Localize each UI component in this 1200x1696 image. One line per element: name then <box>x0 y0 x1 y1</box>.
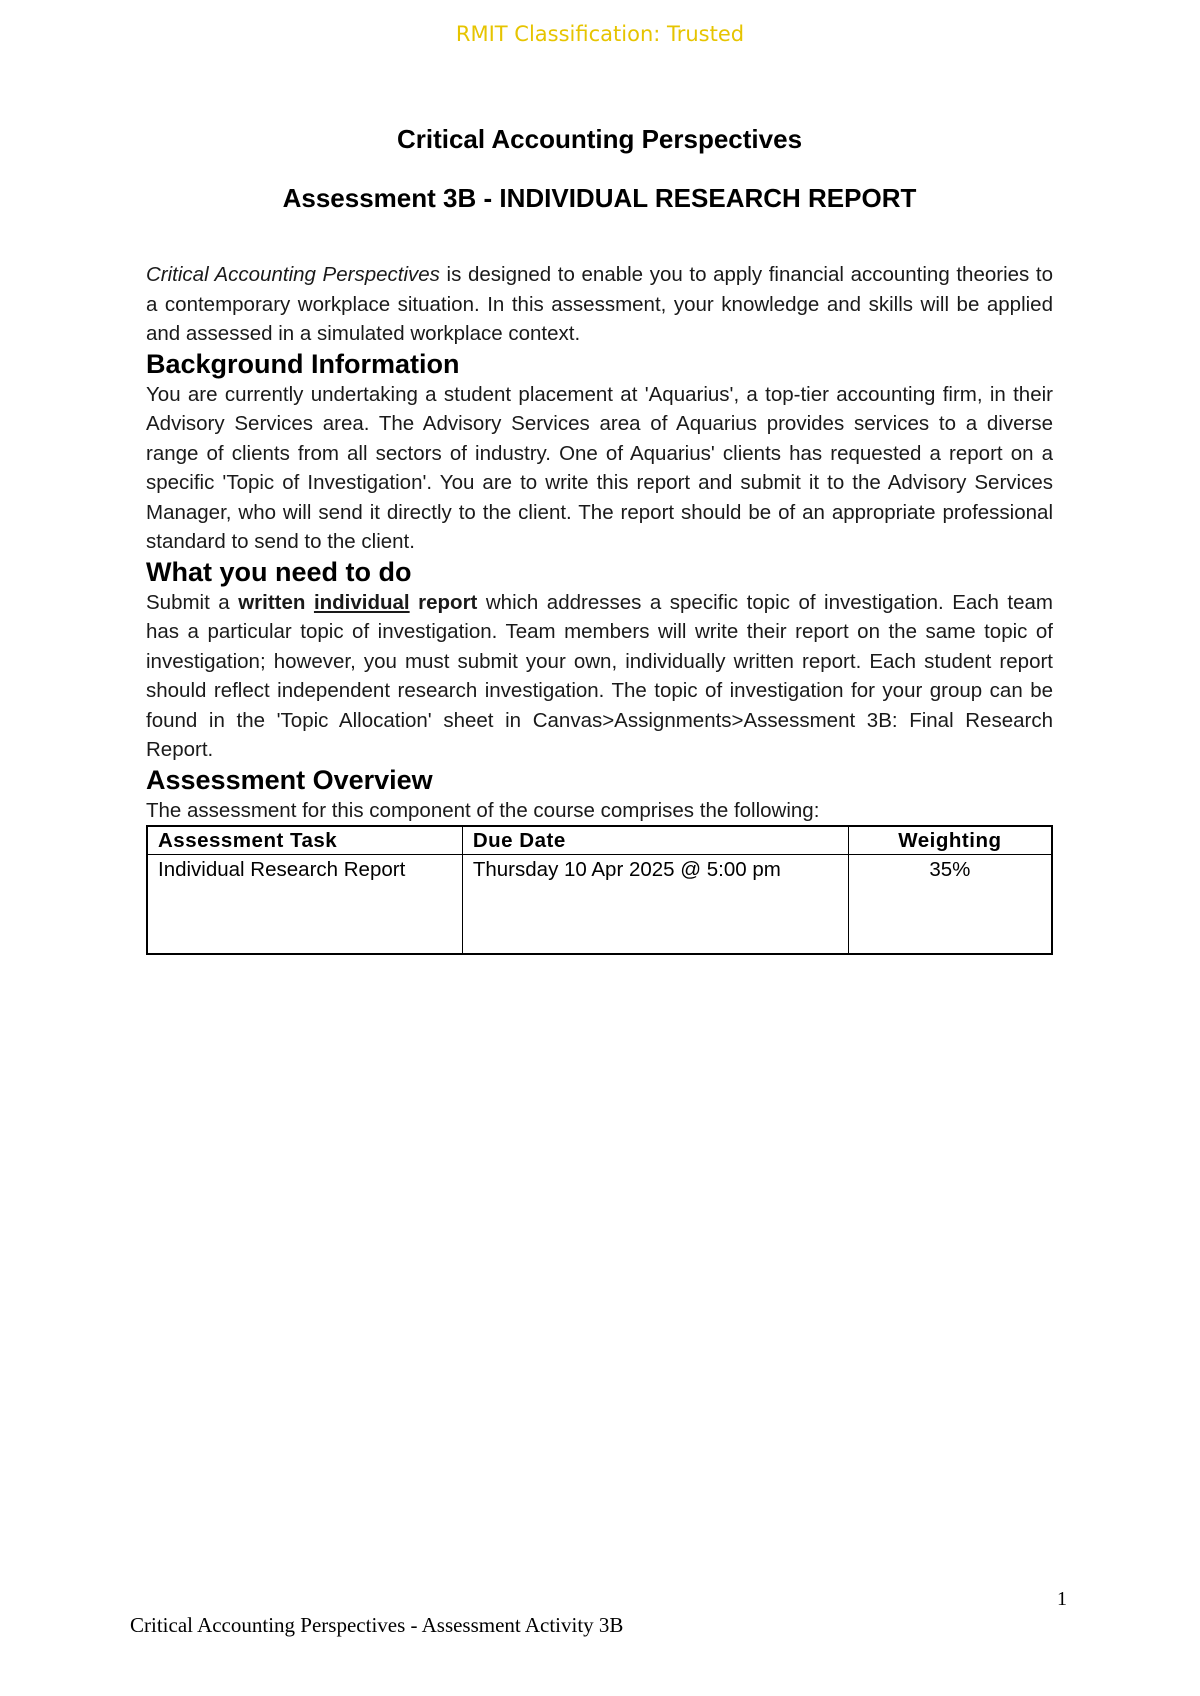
document-body <box>146 124 1053 955</box>
todo-lead: Submit a <box>146 590 239 614</box>
document-subtitle: Assessment 3B - INDIVIDUAL RESEARCH REPORT <box>282 183 917 213</box>
cell-assessment-task: Individual Research Report <box>147 855 462 955</box>
intro-text: is designed to enable you to apply financial accounting theories to a contemporary workplace situation. In this assessment, your knowledge and skills will be applied and assessed in a simulated workplace context. <box>146 263 1053 345</box>
table-row <box>147 855 1052 955</box>
todo-bold-report: report <box>418 590 478 614</box>
todo-paragraph <box>146 588 1053 765</box>
todo-space-1 <box>305 591 314 614</box>
overview-paragraph: The assessment for this component of the course comprises the following: <box>146 798 820 822</box>
classification-label: RMIT Classification: Trusted <box>455 22 745 46</box>
todo-space-2 <box>410 591 419 614</box>
page-footer: Critical Accounting Perspectives - Assessment Activity 3B <box>130 1613 624 1637</box>
intro-italic-lead: Critical Accounting Perspectives <box>146 263 440 286</box>
todo-heading: What you need to do <box>146 556 412 587</box>
background-heading: Background Information <box>146 348 460 379</box>
header-due-date: Due Date <box>462 826 848 855</box>
background-paragraph: You are currently undertaking a student placement at 'Aquarius', a top-tier accounting firm, in their Advisory Services area. The Advisory Services area of Aquarius provides services to a diverse range of clients from all sectors of industry. One of Aquarius' clients has requested a report on a specific 'Topic of Investigation'. You are to write this report and submit it to the Advisory Services Manager, who will send it directly to the client. The report should be of an appropriate professional standard to send to the client. <box>146 382 1053 553</box>
document-title: Critical Accounting Perspectives <box>396 124 803 154</box>
assessment-table <box>146 825 1053 955</box>
todo-bold-written: written <box>238 590 306 614</box>
table-header-row <box>147 826 1052 855</box>
page-number: 1 <box>1057 1588 1067 1610</box>
todo-bold-individual: individual <box>313 590 410 614</box>
header-weighting: Weighting <box>848 826 1052 855</box>
cell-due-date: Thursday 10 Apr 2025 @ 5:00 pm <box>462 855 848 955</box>
cell-weighting: 35% <box>848 855 1052 955</box>
intro-paragraph <box>146 260 1053 349</box>
todo-text: which addresses a specific topic of investigation. Each team has a particular topic of investigation. Team members will write their report on the same topic of investigation; however, you must submit your own, individually written report. Each student report should reflect independent research investigation. The topic of investigation for your group can be found in the 'Topic Allocation' sheet in Canvas>Assignments>Assessment 3B: Final Research Report. <box>146 590 1054 761</box>
overview-heading: Assessment Overview <box>146 764 433 795</box>
header-assessment-task: Assessment Task <box>147 826 462 855</box>
